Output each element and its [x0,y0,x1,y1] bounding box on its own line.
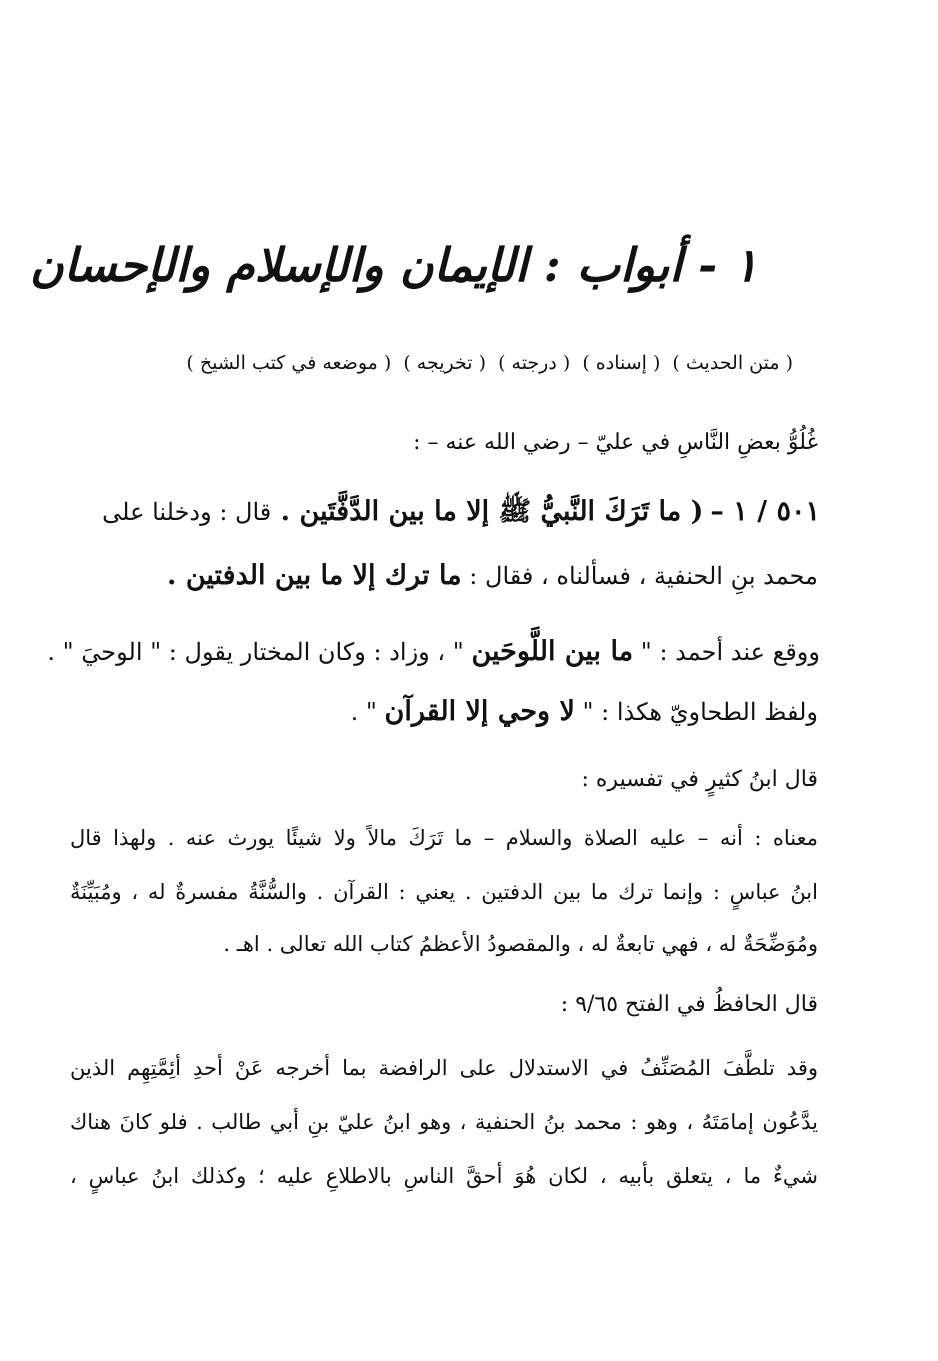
ahmad-note-end: " ، وزاد : وكان المختار يقول : " الوحيَ " . [47,638,472,666]
ibn-kathir-line-3: ومُوَضِّحَةٌ له ، فهي تابعةٌ له ، والمقصودُ الأعظمُ كتاب الله تعالى . اهـ . [223,932,818,956]
ahmad-note-bold: ما بين اللَّوحَين [471,636,634,667]
ahmad-note-start: ووقع عند أحمد : " [633,638,820,666]
section-heading: غُلُوُّ بعضِ النَّاسِ في عليّ – رضي الله عنه – : [413,430,818,455]
field-legend [113,352,793,374]
hafiz-heading: قال الحافظُ في الفتح ٩/٦٥ : [560,992,818,1017]
ibn-kathir-line-1: معناه : أنه – عليه الصلاة والسلام – ما تَرَكَ مالاً ولا شيئًا يورث عنه . ولهذا قال [70,826,818,850]
hafiz-line-2: يدَّعُون إمامَتَهُ ، وهو : محمد بنُ الحنفية ، وهو ابنُ عليّ بنِ أبي طالب . فلو كانَ هناك [70,1110,819,1134]
hadith-line-2-bold: ما ترك إلا ما بين الدفتين . [167,560,462,591]
field-label-takhrij: ( تخريجه ) [403,352,487,374]
ahmad-note [47,636,820,668]
ibn-kathir-heading: قال ابنُ كثيرٍ في تفسيره : [581,767,818,792]
tahawi-note-bold: لا وحي إلا القرآن [384,696,575,727]
tahawi-note [118,696,818,728]
field-label-matn: ( متن الحديث ) [672,352,793,374]
field-label-mawdi: ( موضعه في كتب الشيخ ) [186,352,392,374]
tahawi-note-end: " . [350,698,385,726]
hadith-line-1 [60,496,820,528]
ibn-kathir-line-2: ابنُ عباسٍ : وإنما ترك ما بين الدفتين . يعني : القرآن . والسُّنَّةُ مفسرةٌ له ، ومُبَيِّنَةٌ [70,880,818,904]
hadith-text: ( ما تَرَكَ النَّبيُّ ﷺ إلا ما بين الدَّفَّتَين . [271,496,704,527]
hadith-number: ٥٠١ / ١ – [710,496,820,527]
field-label-daraja: ( درجته ) [498,352,571,374]
chapter-title: ١ - أبواب : الإيمان والإسلام والإحسان [29,238,758,292]
field-label-isnad: ( إسناده ) [582,352,661,374]
hadith-narration: قال : ودخلنا على [102,498,272,526]
hadith-line-2 [118,560,818,592]
tahawi-note-start: ولفظ الطحاويّ هكذا : " [574,698,818,726]
hafiz-line-3: شيءٌ ما ، يتعلق بأبيه ، لكان هُوَ أحقَّ الناسِ بالاطلاعِ عليه ؛ وكذلك ابنُ عباسٍ ، [70,1164,818,1188]
hafiz-line-1: وقد تلطَّفَ المُصَنِّفُ في الاستدلال على الرافضة بما أخرجه عَنْ أحدِ أئِمَّتِهِم الذين [70,1056,818,1080]
hadith-line-2-start: محمد بنِ الحنفية ، فسألناه ، فقال : [461,562,818,590]
